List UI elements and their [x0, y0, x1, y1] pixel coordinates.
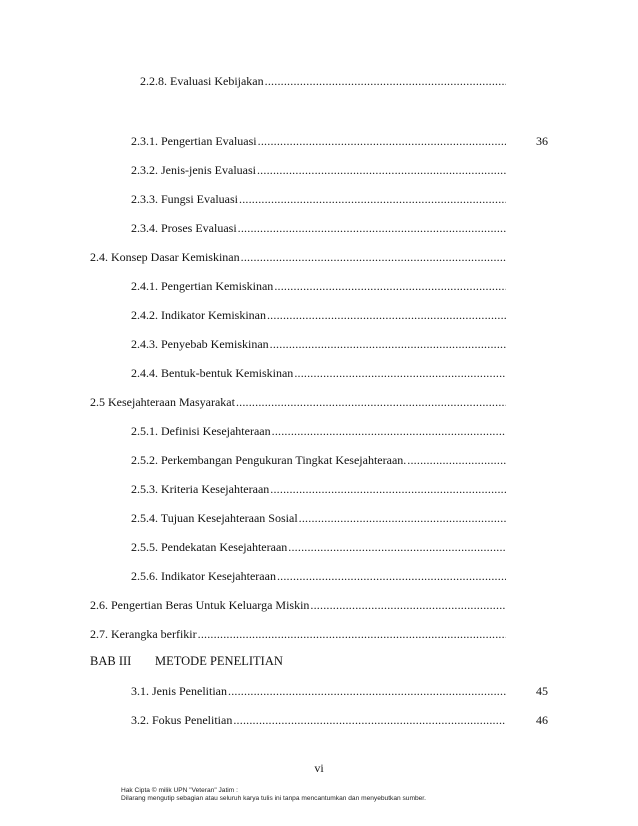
- copyright-line: Dilarang mengutip sebagian atau seluruh karya tulis ini tanpa mencantumkan dan menyebutkan sumber.: [121, 795, 426, 802]
- leader-dots: [274, 279, 506, 293]
- toc-entry-3-1[interactable]: 3.1. Jenis Penelitian .....: [131, 684, 506, 698]
- leader-dots: [236, 395, 506, 409]
- leader-dots: [265, 74, 506, 88]
- toc-entry-2-7[interactable]: 2.7. Kerangka berfikir .....: [90, 627, 506, 641]
- leader-dots: [288, 540, 506, 554]
- toc-entry-2-5-6[interactable]: 2.5.6. Indikator Kesejahteraan .....: [131, 569, 506, 583]
- toc-entry-2-5-1[interactable]: 2.5.1. Definisi Kesejahteraan .....: [131, 424, 506, 438]
- toc-page-number: 45: [536, 684, 548, 698]
- leader-dots: [299, 511, 506, 525]
- chapter-heading[interactable]: [90, 654, 283, 668]
- toc-entry-2-3-3[interactable]: 2.3.3. Fungsi Evaluasi .....: [131, 192, 506, 206]
- leader-dots: [270, 482, 506, 496]
- toc-entry-2-4-3[interactable]: 2.4.3. Penyebab Kemiskinan .....: [131, 337, 506, 351]
- leader-dots: [407, 453, 506, 467]
- toc-entry-2-5-2[interactable]: 2.5.2. Perkembangan Pengukuran Tingkat Kesejahteraan. .....: [131, 453, 506, 467]
- toc-entry-2-5[interactable]: 2.5 Kesejahteraan Masyarakat .....: [90, 395, 506, 409]
- toc-entry-2-6[interactable]: 2.6. Pengertian Beras Untuk Keluarga Miskin .....: [90, 598, 506, 612]
- toc-page-number: 36: [536, 134, 548, 148]
- toc-entry-2-4-4[interactable]: 2.4.4. Bentuk-bentuk Kemiskinan .....: [131, 366, 506, 380]
- chapter-title: METODE PENELITIAN: [155, 654, 283, 668]
- page-number-roman: vi: [314, 761, 324, 775]
- leader-dots: [272, 424, 506, 438]
- toc-entry-2-5-3[interactable]: 2.5.3. Kriteria Kesejahteraan .....: [131, 482, 506, 496]
- toc-entry-2-2-8[interactable]: 2.2.8. Evaluasi Kebijakan .....: [140, 74, 506, 88]
- leader-dots: [270, 337, 506, 351]
- leader-dots: [277, 569, 506, 583]
- toc-entry-2-4[interactable]: 2.4. Konsep Dasar Kemiskinan .....: [90, 250, 506, 264]
- leader-dots: [267, 308, 506, 322]
- toc-entry-3-2[interactable]: 3.2. Fokus Penelitian .....: [131, 713, 506, 727]
- leader-dots: [198, 627, 506, 641]
- leader-dots: [228, 684, 506, 698]
- leader-dots: [310, 598, 506, 612]
- toc-entry-2-3-4[interactable]: 2.3.4. Proses Evaluasi .....: [131, 221, 506, 235]
- toc-page-number: 46: [536, 713, 548, 727]
- toc-entry-2-5-5[interactable]: 2.5.5. Pendekatan Kesejahteraan .....: [131, 540, 506, 554]
- toc-entry-2-4-1[interactable]: 2.4.1. Pengertian Kemiskinan .....: [131, 279, 506, 293]
- leader-dots: [233, 713, 506, 727]
- copyright-line: Hak Cipta © milik UPN "Veteran" Jatim :: [121, 787, 238, 794]
- leader-dots: [257, 163, 506, 177]
- leader-dots: [238, 221, 506, 235]
- leader-dots: [241, 250, 506, 264]
- toc-entry-2-5-4[interactable]: 2.5.4. Tujuan Kesejahteraan Sosial .....: [131, 511, 506, 525]
- leader-dots: [258, 134, 506, 148]
- leader-dots: [294, 366, 506, 380]
- copyright-notice: [121, 787, 426, 803]
- leader-dots: [239, 192, 506, 206]
- toc-entry-2-4-2[interactable]: 2.4.2. Indikator Kemiskinan .....: [131, 308, 506, 322]
- toc-entry-2-3-2[interactable]: 2.3.2. Jenis-jenis Evaluasi .....: [131, 163, 506, 177]
- toc-entry-2-3-1[interactable]: 2.3.1. Pengertian Evaluasi .....: [131, 134, 506, 148]
- chapter-label: BAB III: [90, 654, 132, 668]
